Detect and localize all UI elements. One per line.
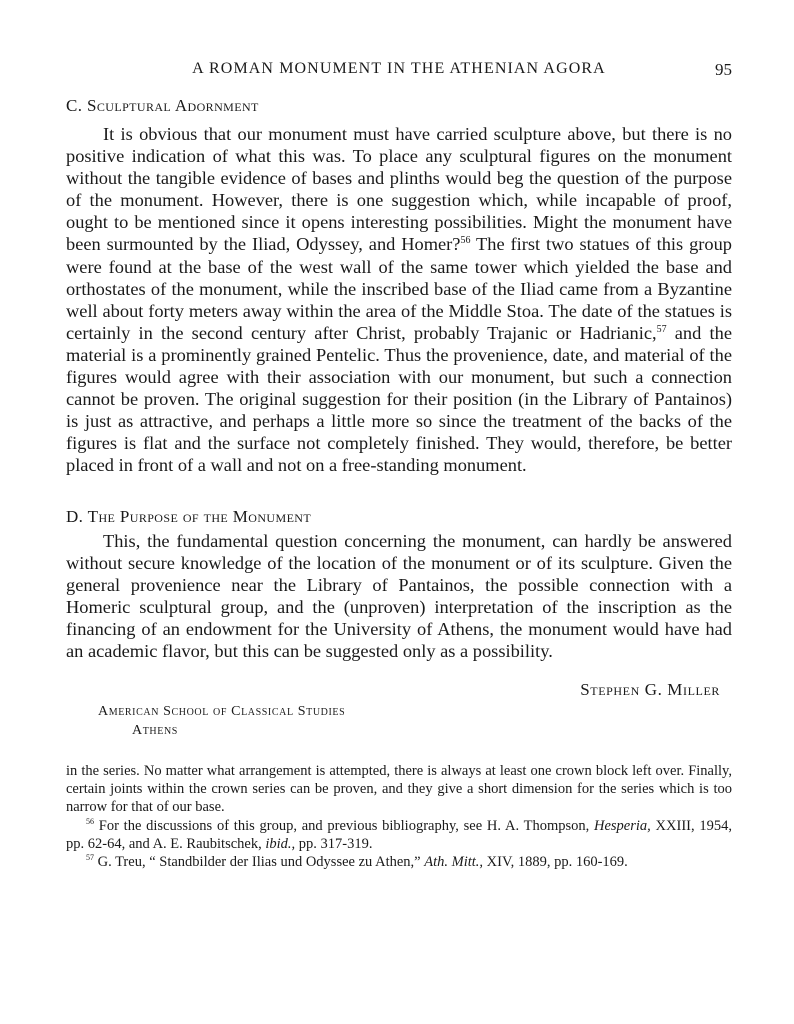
footnote-text: XXIII, 1954, pp. 62-64, and A. E. Raubitschek, (66, 817, 732, 852)
journal-page (66, 0, 732, 1024)
footnote-text: G. Treu, “ Standbilder der Ilias und Odyssee zu Athen,” (94, 854, 425, 871)
section-heading-purpose: D. The Purpose of the Monument (66, 507, 312, 526)
footnote-number: 56 (86, 816, 94, 826)
footnote-reference-57[interactable]: 57 (656, 323, 667, 335)
footnote-number: 57 (86, 853, 94, 863)
running-head (66, 60, 732, 84)
footnote-reference-56[interactable]: 56 (460, 235, 471, 247)
footnote-56 (66, 817, 732, 853)
running-title: A ROMAN MONUMENT IN THE ATHENIAN AGORA (192, 60, 606, 77)
author-signature: Stephen G. Miller (580, 680, 720, 699)
paragraph-text: and the material is a prominently grained Pentelic. Thus the provenience, date, and material of the figures would agree with their association with our monument, but such a connection cannot be proven. The original suggestion for their position (in the Library of Pantainos) is just as attractive, and perhaps a little more so since the treatment of the backs of the figures is flat and the surface not completely finished. They would, therefore, be better placed in front of a wall and not on a free-standing monument. (66, 322, 732, 476)
journal-title: Ath. Mitt., (424, 854, 484, 871)
paragraph-text: The first two statues of this group were found at the base of the west wall of the same tower which yielded the base and orthostates of the monument, while the inscribed base of the Iliad came from a Byzantine well about forty meters away within the area of the Middle Stoa. The date of the statues is certainly in the second century after Christ, probably Trajanic or Hadrianic, (66, 234, 732, 343)
institution-city: Athens (132, 723, 178, 738)
paragraph-text: It is obvious that our monument must have carried sculpture above, but there is no positive indication of what this was. To place any sculptural figures on the monument without the tangible evidence of bases and plinths would beg the question of the purpose of the monument. However, there is one suggestion which, while incapable of proof, ought to be mentioned since it opens interesting possibilities. Might the monument have been surmounted by the Iliad, Odyssey, and Homer? (66, 124, 732, 255)
paragraph-purpose: This, the fundamental question concerning the monument, can hardly be answered without secure knowledge of the location of the monument or of its sculpture. Given the general provenience near the Library of Pantainos, the possible connection with a Homeric sculptural group, and the (unproven) interpretation of the inscription as the financing of an endowment for the University of Athens, the monument would have had an academic flavor, but this can be suggested only as a possibility. (66, 531, 732, 662)
journal-title: Hesperia, (594, 817, 651, 834)
footnote-continuation: in the series. No matter what arrangement is attempted, there is always at least one crown block left over. Finally, certain joints within the crown series can be proven, and they give a short dimension for the series which is too narrow for that of our base. (66, 763, 732, 816)
footnote-text: XIV, 1889, pp. 160-169. (483, 854, 628, 871)
paragraph-sculptural-adornment (66, 123, 732, 477)
section-heading-sculptural-adornment: C. Sculptural Adornment (66, 96, 259, 115)
ibid-abbreviation: ibid., (265, 835, 296, 852)
page-number: 95 (715, 60, 732, 79)
author-affiliation (98, 702, 345, 740)
footnote-text: For the discussions of this group, and previous bibliography, see H. A. Thompson, (94, 817, 594, 834)
footnote-57 (66, 853, 732, 871)
institution-name: American School of Classical Studies (98, 704, 346, 719)
footnote-text: pp. 317-319. (295, 835, 373, 852)
footnotes (66, 762, 732, 871)
